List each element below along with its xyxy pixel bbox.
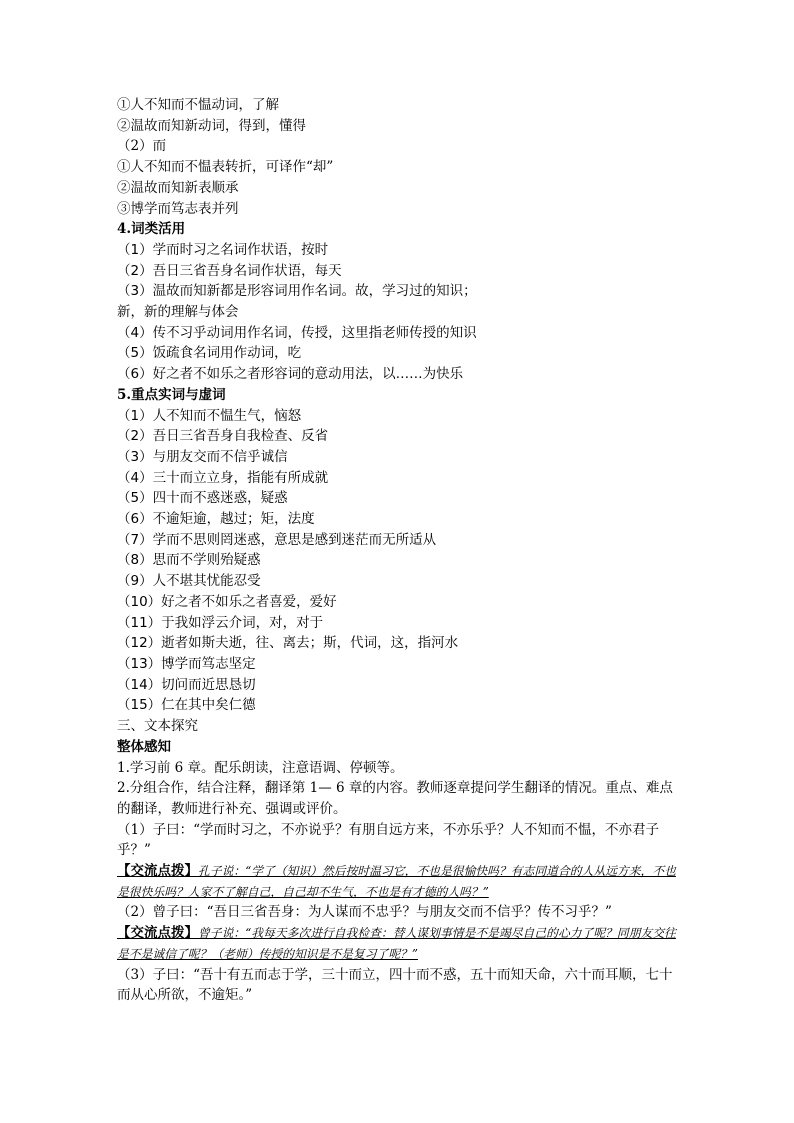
exchange-note-2 xyxy=(117,923,679,964)
paragraph-list xyxy=(117,758,679,862)
quote-2: （2）曾子曰：“吾日三省吾身：为人谋而不忠乎？与朋友交而不信乎？传不习乎？” xyxy=(117,904,612,921)
text-line: ②温故而知新动词，得到，懂得 xyxy=(117,117,306,134)
text-line: （15）仁在其中矣仁德 xyxy=(117,697,256,714)
text-line: （1）人不知而不愠生气，恼怒 xyxy=(117,407,302,424)
paragraph: （1）子曰：“学而时习之，不亦说乎？有朋自远方来，不亦乐乎？人不知而不愠，不亦君子乎？” xyxy=(117,821,659,859)
text-line: （12）逝者如斯夫逝，往、离去；斯，代词，这，指河水 xyxy=(117,635,459,652)
text-line: （5）四十而不惑迷惑，疑惑 xyxy=(117,490,288,507)
exchange-note-1 xyxy=(117,861,679,902)
text-line: （2）吾日三省吾身自我检查、反省 xyxy=(117,428,329,445)
text-line: （8）思而不学则殆疑惑 xyxy=(117,552,261,569)
text-line: （2）而 xyxy=(117,138,167,155)
text-line: 5.重点实词与虚词 xyxy=(117,386,226,403)
exchange-label: 【交流点拨】 xyxy=(117,925,198,942)
text-line: ③博学而笃志表并列 xyxy=(117,200,239,217)
document-page xyxy=(117,95,679,1006)
text-line: （6）好之者不如乐之者形容词的意动用法，以……为快乐 xyxy=(117,366,464,383)
text-line: （5）饭疏食名词用作动词，吃 xyxy=(117,345,302,362)
text-line: 4.词类活用 xyxy=(117,221,186,238)
text-line: （10）好之者不如乐之者喜爱，爱好 xyxy=(117,593,337,610)
exchange-text: 曾子说：“我每天多次进行自我检查：替人谋划事情是不是竭尽自己的心力了呢？同朋友交往是不是诚信了呢？（老师）传授的知识是不是复习了呢？” xyxy=(117,926,676,961)
text-line: （1）学而时习之名词作状语，按时 xyxy=(117,241,329,258)
paragraph: 1.学习前 6 章。配乐朗读，注意语调、停顿等。 xyxy=(117,759,404,776)
text-line: ②温故而知新表顺承 xyxy=(117,179,239,196)
text-line: （3）温故而知新都是形容词用作名词。故，学习过的知识； xyxy=(117,283,477,300)
text-line: （6）不逾矩逾，越过；矩，法度 xyxy=(117,511,315,528)
text-line: 整体感知 xyxy=(117,738,171,755)
paragraph: 2.分组合作，结合注释，翻译第 1— 6 章的内容。教师逐章提问学生翻译的情况。重点、难点的翻译，教师进行补充、强调或评价。 xyxy=(117,780,673,817)
quote-3: （3）子曰：“吾十有五而志于学，三十而立，四十而不惑，五十而知天命，六十而耳顺，七十而从心所欲，不逾矩。” xyxy=(117,966,673,1004)
exchange-label: 【交流点拨】 xyxy=(117,863,198,880)
text-line: （9）人不堪其忧能忍受 xyxy=(117,573,261,590)
text-line: （7）学而不思则罔迷惑，意思是感到迷茫而无所适从 xyxy=(117,531,437,548)
text-line: （4）传不习乎动词用作名词，传授，这里指老师传授的知识 xyxy=(117,324,477,341)
text-line: （4）三十而立立身，指能有所成就 xyxy=(117,469,329,486)
line-list xyxy=(117,95,679,758)
text-line: ①人不知而不愠表转折，可译作“却” xyxy=(117,159,334,176)
exchange-text: 孔子说：“学了（知识）然后按时温习它，不也是很愉快吗？有志同道合的人从远方来，不也是很快乐吗？人家不了解自己，自己却不生气，不也是有才德的人吗？” xyxy=(117,864,676,899)
text-line: ①人不知而不愠动词，了解 xyxy=(117,97,279,113)
text-line: 三、文本探究 xyxy=(117,718,198,735)
text-line: （13）博学而笃志坚定 xyxy=(117,655,256,672)
text-line: （14）切问而近思恳切 xyxy=(117,676,256,693)
text-line: （11）于我如浮云介词，对，对于 xyxy=(117,614,324,631)
text-line: （3）与朋友交而不信乎诚信 xyxy=(117,448,288,465)
text-line: （2）吾日三省吾身名词作状语，每天 xyxy=(117,262,342,279)
text-line: 新，新的理解与体会 xyxy=(117,304,239,321)
